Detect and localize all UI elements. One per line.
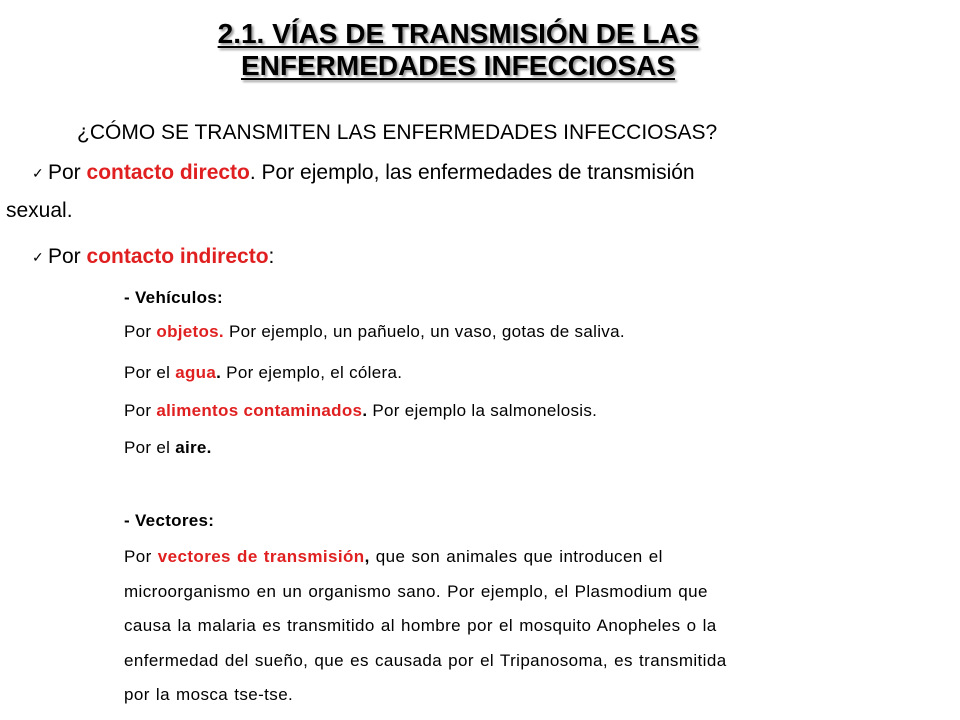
paragraph-line-1 <box>124 540 924 575</box>
bullet-post: : <box>268 245 275 268</box>
title-line-2: ENFERMEDADES INFECCIOSAS <box>240 50 676 81</box>
paragraph-line-5: por la mosca tse-tse. <box>124 685 294 704</box>
bullet-pre: Por <box>48 245 87 268</box>
checkmark-icon: ✓ <box>32 165 44 182</box>
bullet-contacto-directo <box>6 154 912 230</box>
item-highlight: agua <box>175 363 217 382</box>
checkmark-icon: ✓ <box>32 249 44 266</box>
bullet-highlight: contacto directo <box>86 161 250 184</box>
item-post: Por ejemplo la salmonelosis. <box>367 401 598 420</box>
vehiculo-item-aire <box>124 438 212 458</box>
para-punct: , <box>364 547 370 566</box>
para-highlight: vectores de transmisión <box>157 547 365 566</box>
bullet-pre: Por <box>48 161 87 184</box>
item-post: Por ejemplo, un pañuelo, un vaso, gotas de saliva. <box>223 322 625 341</box>
vehiculo-item-alimentos <box>124 401 597 421</box>
paragraph-line-4: enfermedad del sueño, que es causada por el Tripanosoma, es transmitida <box>124 650 727 670</box>
item-pre: Por el <box>124 438 176 457</box>
vehiculo-item-agua <box>124 363 402 383</box>
vehiculos-heading: - Vehículos: <box>124 288 224 307</box>
bullet-post: . Por ejemplo, las enfermedades de transmisión <box>249 161 695 184</box>
item-highlight: objetos. <box>156 322 224 341</box>
item-pre: Por el <box>124 363 176 382</box>
para-post: que son animales que introducen el <box>369 547 663 566</box>
vectores-heading: - Vectores: <box>124 511 215 530</box>
paragraph-line-2: microorganismo en un organismo sano. Por ejemplo, el Plasmodium que <box>124 581 708 601</box>
item-punct: . <box>216 363 222 382</box>
vectores-paragraph <box>124 540 924 713</box>
item-bold: aire. <box>175 438 212 457</box>
item-pre: Por <box>124 401 157 420</box>
bullet-highlight: contacto indirecto <box>86 245 269 268</box>
bullet-contacto-indirecto <box>32 238 912 276</box>
item-punct: . <box>362 401 368 420</box>
title-line-1: 2.1. VÍAS DE TRANSMISIÓN DE LAS <box>217 18 699 49</box>
item-post: Por ejemplo, el cólera. <box>221 363 403 382</box>
question-heading: ¿CÓMO SE TRANSMITEN LAS ENFERMEDADES INFECCIOSAS? <box>77 121 718 144</box>
item-highlight: alimentos contaminados <box>156 401 363 420</box>
para-pre: Por <box>124 547 158 566</box>
item-pre: Por <box>124 322 157 341</box>
page-title <box>0 18 916 82</box>
bullet-continuation: sexual. <box>6 199 73 223</box>
vehiculo-item-objetos <box>124 322 625 342</box>
paragraph-line-3: causa la malaria es transmitido al hombre por el mosquito Anopheles o la <box>124 616 717 635</box>
